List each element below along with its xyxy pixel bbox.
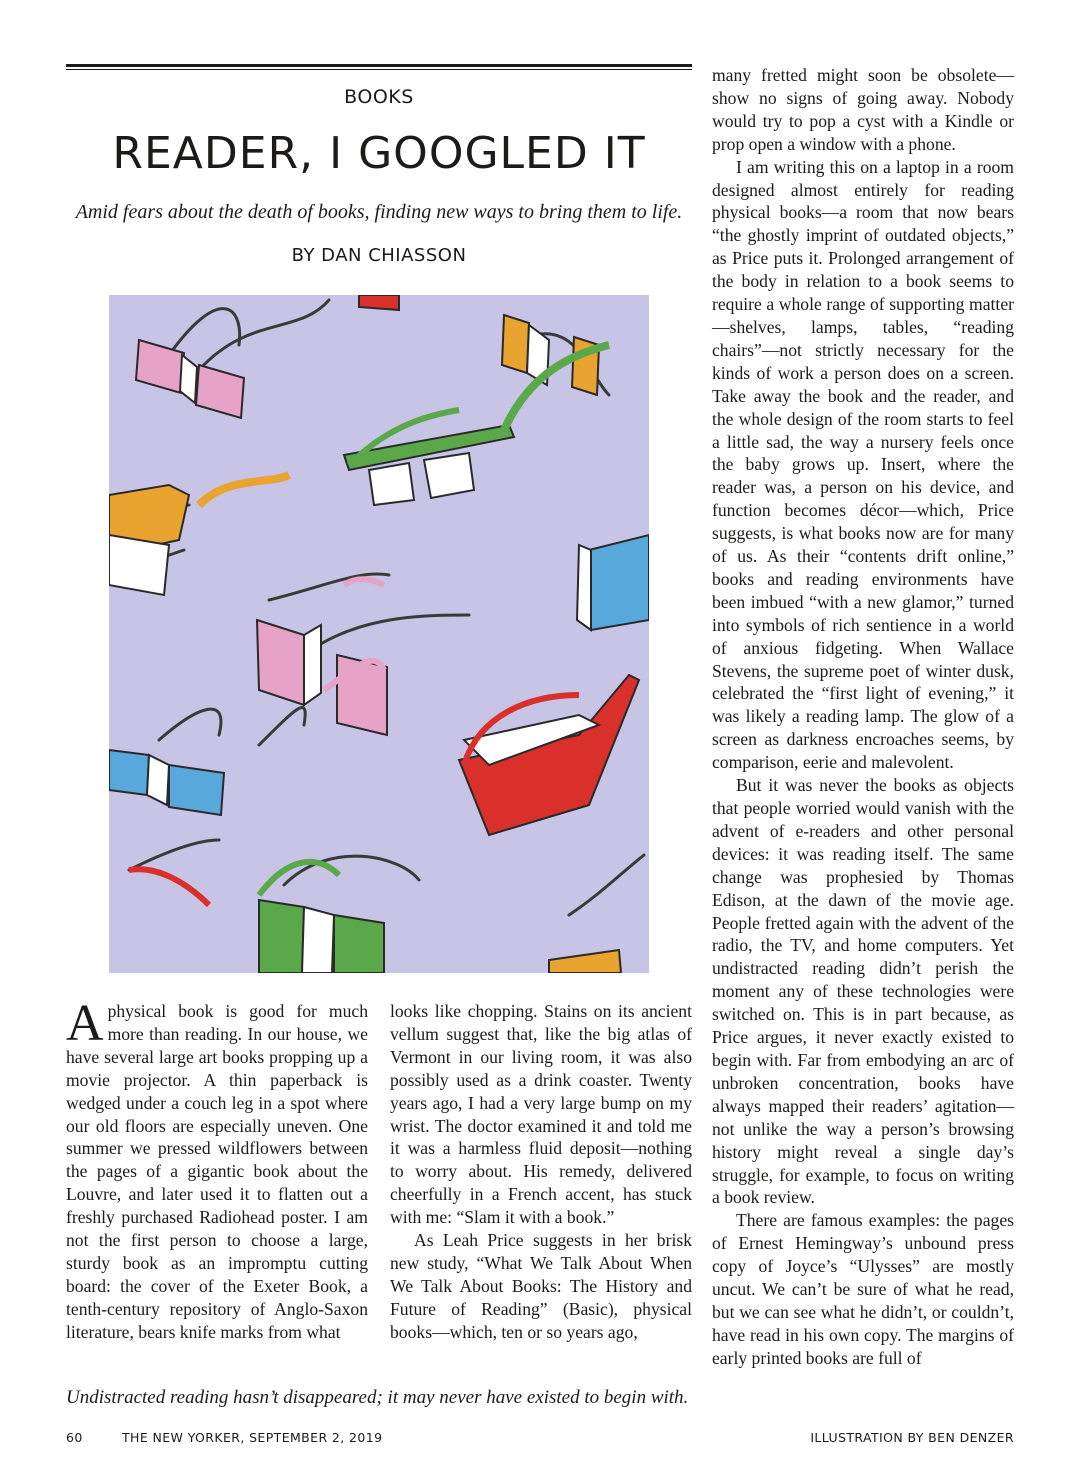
paragraph-1-text: physical book is good for much more than reading. In our house, we have several large art books propping up a movie projector. A thin paperback is wedged under a couch leg in a spot where our old floors are especially uneven. One summer we pressed wildflowers between the pages of a gigantic book about the Louvre, and later used it to flatten out a freshly purchased Radiohead poster. I am not the first person to choose a large, sturdy book as an impromptu cutting board: the cover of the Exeter Book, a tenth-century repository of Anglo-Saxon literature, bears knife marks from what <box>66 1001 368 1342</box>
article-headline: READER, I GOOGLED IT <box>112 128 646 179</box>
page-number: 60 <box>66 1430 83 1445</box>
paragraph-3: As Leah Price suggests in her brisk new study, “What We Talk About When We Talk About Books: The History and Future of Reading” (Basic), physical books—which, ten or so years ago, <box>390 1230 692 1342</box>
paragraph-5: I am writing this on a laptop in a room designed almost entirely for reading physical books—a room that now bears “the ghostly imprint of outdated objects,” as Price puts it. Prolonged arrangement of the body in relation to a book seems to require a whole range of supporting matter—shelves, lamps, tables, “reading chairs”—not strictly necessary for the kinds of work a person does on a screen. Take away the book and the reader, and the whole design of the room starts to feel a little sad, the way a nursery feels once the baby grows up. Insert, where the reader was, a person on his device, and function becomes décor—which, Price suggests, is what books now are for many of us. As their “contents drift online,” books and reading environments have been imbued “with a new glamor,” turned into symbols of rich sentience in a world of anxious fidgeting. When Wallace Stevens, the supreme poet of winter dusk, celebrated the “first light of evening,” it was likely a reading lamp. The glow of a screen as darkness encroaches seems, by comparison, eerie and malevolent. <box>712 156 1014 773</box>
article-illustration <box>109 295 649 973</box>
section-rubric: BOOKS <box>344 86 414 108</box>
book-glasses-illustration <box>109 295 649 973</box>
illustration-credit: ILLUSTRATION BY BEN DENZER <box>810 1430 1014 1445</box>
body-column-2 <box>390 1000 692 1344</box>
article-dek: Amid fears about the death of books, finding new ways to bring them to life. <box>75 201 683 223</box>
paragraph-1 <box>66 995 368 1344</box>
article-byline: BY DAN CHIASSON <box>291 245 467 266</box>
body-column-1 <box>66 995 368 1344</box>
paragraph-4: many fretted might soon be obsolete—show no signs of going away. Nobody would try to pop a cyst with a Kindle or prop open a window with a phone. <box>712 65 1014 154</box>
paragraph-2: looks like chopping. Stains on its ancient vellum suggest that, like the big atlas of Vermont in our living room, it was also possibly used as a drink coaster. Twenty years ago, I had a very large bump on my wrist. The doctor examined it and told me it was a harmless fluid deposit—nothing to worry about. His remedy, delivered cheerfully in a French accent, has stuck with me: “Slam it with a book.” <box>390 1001 692 1228</box>
pull-quote: Undistracted reading hasn’t disappeared; it may never have existed to begin with. <box>66 1387 689 1408</box>
red-book-top <box>359 295 399 310</box>
paragraph-6: But it was never the books as objects that people worried would vanish with the advent of e-readers and other personal devices: it was reading itself. The same change was prophesied by Thomas Edison, at the dawn of the movie age. People fretted again with the advent of the radio, the TV, and home computers. Yet undistracted reading didn’t perish the moment any of these technologies were switched on. This is in part because, as Price argues, it never exactly existed to begin with. Far from embodying an arc of unbroken concentration, books have always mapped their readers’ agitation—not unlike the way a person’s browsing history might reveal a single day’s struggle, for example, to focus on writing a book review. <box>712 775 1014 1208</box>
drop-cap: A <box>66 995 104 1052</box>
paragraph-7: There are famous examples: the pages of Ernest Hemingway’s unbound press copy of Joyce’s “Ulysses” are mostly uncut. We can’t be sure of what he read, but we can see what he didn’t, or couldn’t, have read in his own copy. The margins of early printed books are full of <box>712 1210 1014 1368</box>
blue-book-right <box>577 535 649 630</box>
top-rule <box>66 64 692 67</box>
body-column-3 <box>712 64 1014 1370</box>
magazine-folio: THE NEW YORKER, SEPTEMBER 2, 2019 <box>122 1430 383 1445</box>
